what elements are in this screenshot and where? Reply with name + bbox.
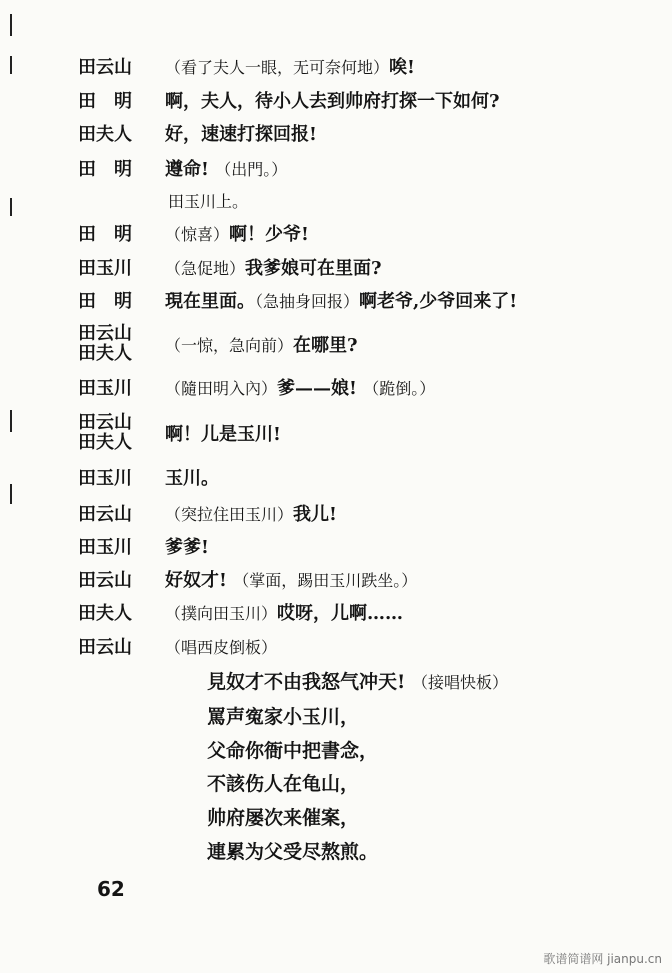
speaker-label: 田夫人 <box>78 343 132 364</box>
speaker-label: 田玉川 <box>78 378 132 399</box>
speaker-label: 田 明 <box>78 159 132 180</box>
binding-edge-mark <box>10 14 12 36</box>
watermark: 歌谱简谱网 jianpu.cn <box>543 952 662 966</box>
speaker-label: 田玉川 <box>78 537 132 558</box>
spoken-text: 我爹娘可在里面? <box>245 258 382 279</box>
dialogue-line <box>165 258 382 280</box>
spoken-text: 好奴才! <box>165 570 227 591</box>
dialogue-line <box>165 159 287 181</box>
speaker-label: 田夫人 <box>78 603 132 624</box>
spoken-text: 啊！少爷! <box>229 224 309 245</box>
dialogue-line <box>165 570 417 592</box>
stage-direction: （接唱快板） <box>411 673 508 692</box>
spoken-text: 爹爹! <box>165 537 209 558</box>
stage-direction: （一惊，急向前） <box>165 336 294 355</box>
stage-direction: （掌面，踢田玉川跌坐。） <box>233 571 418 590</box>
spoken-text: 爹——娘! <box>277 378 357 399</box>
verse-line <box>207 670 508 695</box>
verse-line: 罵声寃家小玉川， <box>207 706 360 728</box>
dialogue-line <box>165 291 517 313</box>
spoken-text: 啊！儿是玉川! <box>165 424 281 445</box>
dialogue-line <box>165 378 435 400</box>
spoken-text: 哎呀，儿啊…… <box>277 603 404 624</box>
binding-edge-mark <box>10 198 12 216</box>
speaker-label: 田云山 <box>78 412 132 433</box>
stage-direction: （急抽身回报） <box>255 292 360 311</box>
stage-direction: （急促地） <box>165 259 246 278</box>
spoken-text: 遵命! <box>165 159 209 180</box>
speaker-label: 田 明 <box>78 91 132 112</box>
spoken-text: 我儿! <box>293 504 337 525</box>
stage-direction: （看了夫人一眼，无可奈何地） <box>165 58 390 77</box>
speaker-label: 田夫人 <box>78 432 132 453</box>
dialogue-line <box>165 57 415 79</box>
stage-direction: （惊喜） <box>165 225 230 244</box>
verse-text: 見奴才不由我怒气冲天! <box>207 671 406 693</box>
stage-direction: （隨田明入內） <box>165 379 278 398</box>
dialogue-line <box>165 468 219 490</box>
stage-direction: （唱西皮倒板） <box>165 638 278 657</box>
speaker-label: 田云山 <box>78 637 132 658</box>
stage-direction: （撲向田玉川） <box>165 604 278 623</box>
speaker-label: 田 明 <box>78 224 132 245</box>
speaker-label: 田夫人 <box>78 124 132 145</box>
dialogue-line <box>165 537 209 559</box>
dialogue-line <box>165 224 309 246</box>
stage-direction: （突拉住田玉川） <box>165 505 294 524</box>
verse-line: 父命你衙中把書念， <box>207 740 379 762</box>
speaker-label: 田云山 <box>78 570 132 591</box>
spoken-text: 啊老爷,少爷回来了! <box>359 291 518 312</box>
stage-direction-line: 田玉川上。 <box>168 192 249 211</box>
dialogue-line <box>165 637 277 659</box>
verse-line: 不該伤人在龟山， <box>207 773 360 795</box>
spoken-text: 玉川。 <box>165 468 219 489</box>
dialogue-line <box>165 335 358 357</box>
dialogue-line <box>165 124 317 146</box>
verse-line: 連累为父受尽熬煎。 <box>207 841 379 863</box>
stage-direction: （跪倒。） <box>363 379 436 398</box>
binding-edge-mark <box>10 484 12 504</box>
dialogue-line <box>165 91 500 113</box>
spoken-text: 現在里面。 <box>165 291 255 312</box>
dialogue-line <box>165 603 403 625</box>
speaker-label: 田云山 <box>78 57 132 78</box>
speaker-label: 田云山 <box>78 504 132 525</box>
speaker-label: 田玉川 <box>78 468 132 489</box>
spoken-text: 在哪里? <box>293 335 358 356</box>
page-number: 62 <box>97 877 125 901</box>
speaker-label: 田玉川 <box>78 258 132 279</box>
stage-direction: （出門。） <box>215 160 288 179</box>
dialogue-line <box>165 424 281 446</box>
spoken-text: 唉! <box>389 57 415 78</box>
spoken-text: 啊，夫人，待小人去到帅府打探一下如何? <box>165 91 500 112</box>
speaker-label: 田 明 <box>78 291 132 312</box>
speaker-label: 田云山 <box>78 323 132 344</box>
binding-edge-mark <box>10 410 12 432</box>
dialogue-line <box>165 504 337 526</box>
verse-line: 帅府屡次来催案， <box>207 807 360 829</box>
binding-edge-mark <box>10 56 12 74</box>
spoken-text: 好，速速打探回报! <box>165 124 317 145</box>
